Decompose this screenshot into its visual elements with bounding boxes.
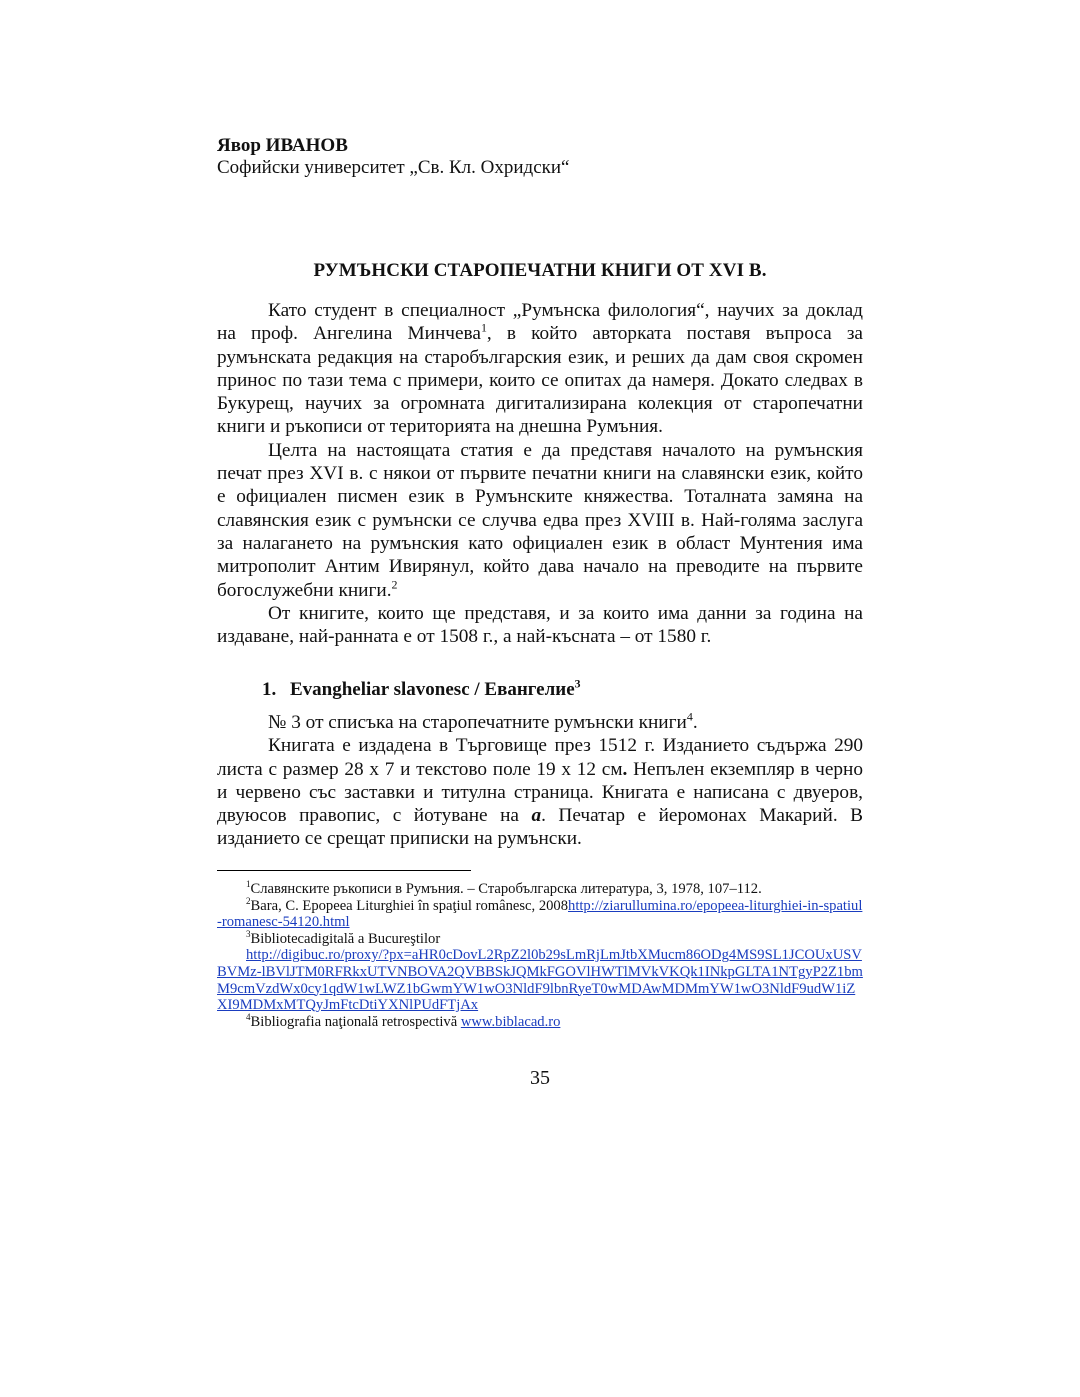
paragraph: От книгите, които ще представя, и за които има данни за година на издаване, най-ранната е от 1508 г., а най-късната – от 1580 г.	[217, 602, 863, 648]
section-number: 1.	[262, 679, 277, 700]
footnote-link[interactable]: http://digibuc.ro/proxy/?px=aHR0cDovL2RpZ2l0b29sLmRjLmJtbXMucm86ODg4MS9SL1JCOUxUSVBVMz-lBVlJTM0RFRkxUTVNBOVA2QVBBSkJQMkFGOVlHWTlMVkVKQk1INkpGLTA1NTgyP2Z1bmM9cmVzdWx0cy1qdW1wLWZ1bGwmYW1wO3NldF9lbnRyeT0wMDAwMDMmYW1wO3NldF9udW1iZXI9MDMxMTQyJmFtcDtiYXNlPUdFTjAx	[217, 947, 863, 1014]
author-name: Явор ИВАНОВ	[217, 135, 348, 156]
footnote-4: $^4$Bibliografia naţională retrospectivă www.biblacad.ro	[246, 1011, 561, 1030]
section-heading	[262, 678, 581, 702]
footnote-1: $^1$Славянските ръкописи в Румъния. – Старобългарска литература, 3, 1978, 107–112.	[246, 879, 762, 897]
footnotes	[217, 881, 863, 1030]
paragraph: Целта на настоящата статия е да представя началото на румънския печат през XVI в. с някои от първите печатни книги на славянски език, който е официален писмен език в Румънските княжества. Тоталната замяна на славянския език с румънски се случва едва през XVIII в. Най-голяма заслуга за налагането на румънския като официален език в област Мунтения има митрополит Антим Ивирянул, който дава начало на преводите на първите богослужебни книги.$^2$	[217, 439, 863, 601]
paragraph: № 3 от списъка на старопечатните румънски книги$^4$.	[268, 709, 698, 733]
intro-text	[217, 299, 863, 648]
footnote-separator	[217, 870, 471, 871]
footnote-ref[interactable]: 2	[391, 577, 398, 592]
footnote-3: $^3$Bibliotecadigitală a Bucureştilor	[246, 928, 441, 947]
author-affiliation: Софийски университет „Св. Кл. Охридски“	[217, 157, 570, 178]
footnote-3-url	[217, 947, 863, 1013]
footnote-ref[interactable]: 3	[574, 677, 581, 691]
section-text	[217, 711, 863, 851]
paragraph: Като студент в специалност „Румънска филология“, научих за доклад на проф. Ангелина Минчева$^1$, в който авторката поставя въпроса за румънската редакция на старобългарския език, и реших да дам своя скромен принос по тази тема с примери, които се опитах да намеря. Докато следвах в Букурещ, научих за огромната дигитализирана колекция от старопечатни книги и ръкописи от територията на днешна Румъния.	[217, 300, 863, 438]
article-title: РУМЪНСКИ СТАРОПЕЧАТНИ КНИГИ ОТ XVI В.	[313, 260, 767, 281]
page-number: 35	[530, 1067, 550, 1089]
footnote-2: $^2$Bara, C. Epopeea Liturghiei în spaţiul românesc, 2008http://ziarullumina.ro/epopeea-liturghiei-in-spatiul-romanesc-54120.html	[217, 895, 863, 931]
footnote-link[interactable]: www.biblacad.ro	[460, 1013, 561, 1030]
paragraph: Книгата е издадена в Търговище през 1512 г. Изданието съдържа 290 листа с размер 28 х 7 и текстово поле 19 х 12 см. Непълен екземпляр в черно и червено със заставки и титулна страница. Книгата е написана с двуеров, двуюсов правопис, с йотуване на а. Печатар е йеромонах Макарий. В изданието се срещат приписки на румънски.	[217, 735, 863, 850]
footnote-link[interactable]: http://ziarullumina.ro/epopeea-liturghiei-in-spatiul-romanesc-54120.html	[217, 897, 863, 931]
footnote-ref[interactable]: 1	[480, 320, 487, 335]
footnote-ref[interactable]: 4	[686, 709, 693, 724]
section-title: Evangheliar slavonesc / Евангелие	[290, 679, 575, 700]
